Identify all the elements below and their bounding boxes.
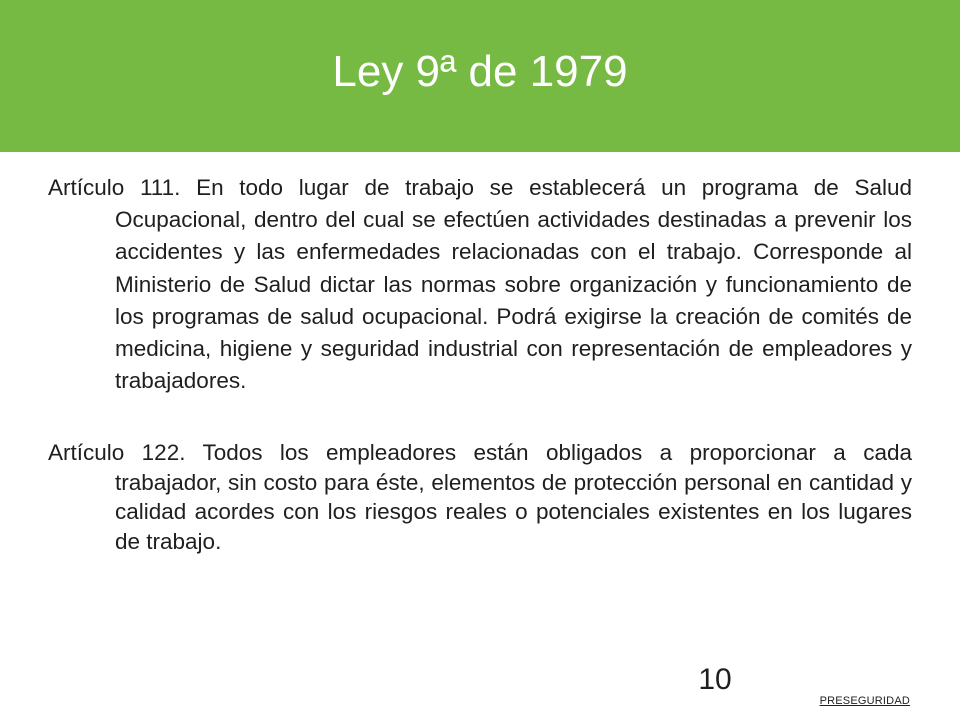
slide-title: Ley 9ª de 1979 [332,47,628,96]
page-number: 10 [698,663,732,696]
article-111: Artículo 111. En todo lugar de trabajo se establecerá un programa de Salud Ocupacional, dentro del cual se efectúen actividades destinadas a prevenir los accidentes y las enfermedades relacionadas con el trabajo. Corresponde al Ministerio de Salud dictar las normas sobre organización y funcionamiento de los programas de salud ocupacional. Podrá exigirse la creación de comités de medicina, higiene y seguridad industrial con representación de empleadores y trabajadores. [48,175,912,394]
preseguridad-link[interactable]: PRESEGURIDAD [819,695,910,707]
article-122: Artículo 122. Todos los empleadores están obligados a proporcionar a cada trabajador, sin costo para éste, elementos de protección personal en cantidad y calidad acordes con los riesgos reales o potenciales existentes en los lugares de trabajo. [48,440,912,554]
header-band [0,0,960,152]
